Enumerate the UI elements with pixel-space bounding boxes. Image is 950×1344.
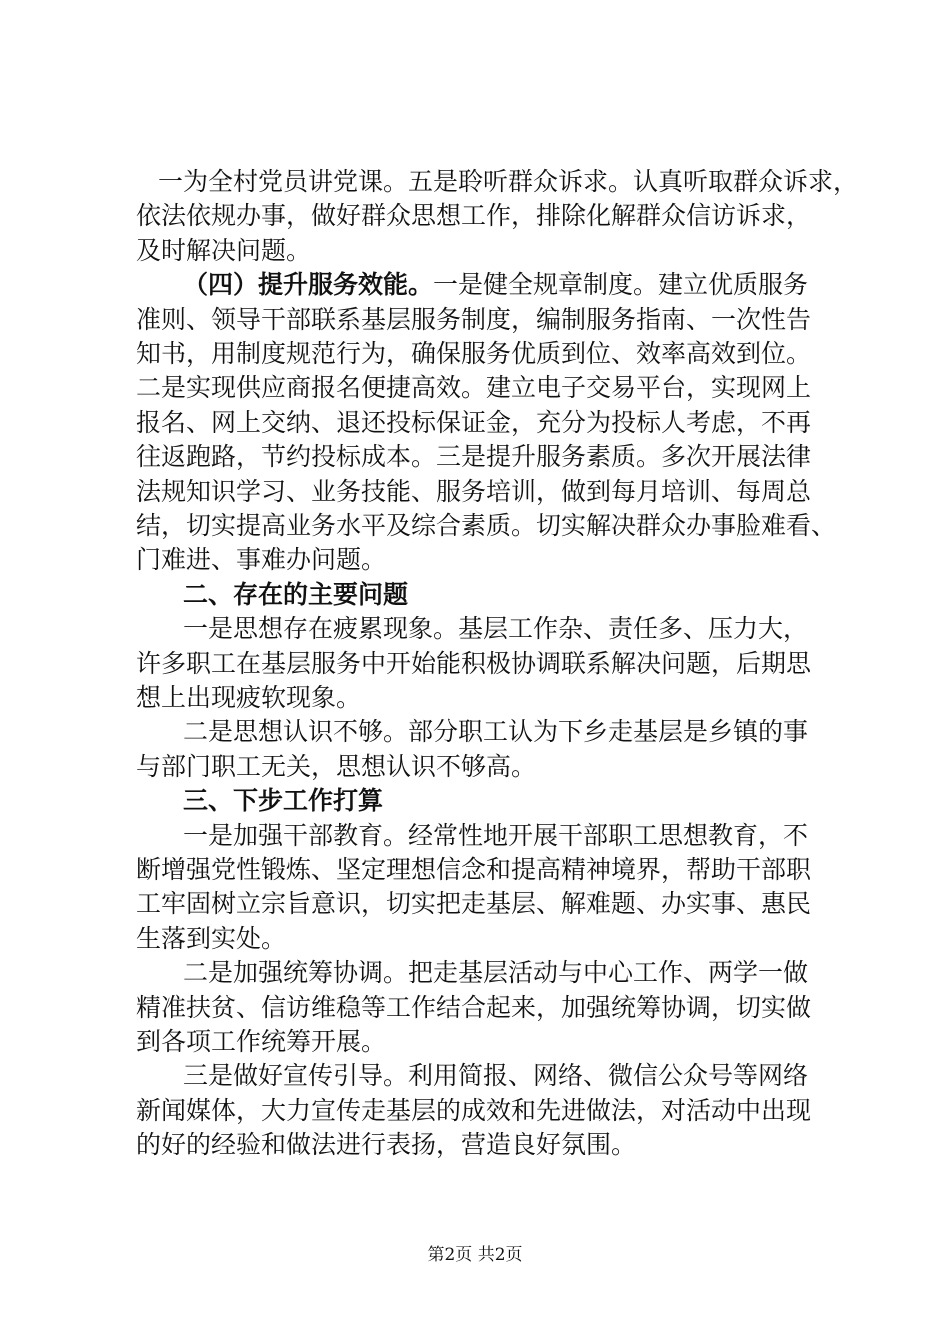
body-text: 三是做好宣传引导。利用简报、网络、微信公众号等网络 xyxy=(183,1061,809,1091)
text-line xyxy=(136,1128,636,1162)
body-text: 结，切实提高业务水平及综合素质。切实解决群众办事脸难看、 xyxy=(136,511,837,540)
body-text: 与部门职工无关，思想认识不够高。 xyxy=(136,751,537,781)
body-text: 及时解决问题。 xyxy=(136,235,312,265)
text-line xyxy=(183,612,808,646)
body-text: 二是实现供应商报名便捷高效。建立电子交易平台，实现网上 xyxy=(136,373,812,403)
text-line xyxy=(136,440,811,474)
body-text: 一是加强干部教育。经常性地开展干部职工思想教育，不 xyxy=(183,820,809,850)
text-line xyxy=(136,1094,811,1128)
text-line xyxy=(136,887,811,921)
body-text: 到各项工作统筹开展。 xyxy=(136,1027,387,1056)
body-text: 新闻媒体，大力宣传走基层的成效和先进做法，对活动中出现 xyxy=(136,1095,812,1125)
text-line xyxy=(136,303,811,337)
body-text: 许多职工在基层服务中开始能积极协调联系解决问题，后期思 xyxy=(136,648,812,678)
text-line xyxy=(136,371,811,405)
text-line xyxy=(136,406,811,440)
text-line xyxy=(136,199,811,233)
page-footer: 第2页 共2页 xyxy=(427,1245,523,1265)
body-text: 准则、领导干部联系基层服务制度，编制服务指南、一次性告 xyxy=(136,304,812,334)
text-line xyxy=(183,578,408,612)
body-text: 生落到实处。 xyxy=(136,923,287,953)
text-line xyxy=(136,750,536,784)
text-line xyxy=(136,509,836,543)
text-line xyxy=(136,853,811,887)
text-line xyxy=(183,268,808,302)
text-line xyxy=(136,234,311,268)
text-line xyxy=(183,819,808,853)
body-text: 想上出现疲软现象。 xyxy=(136,683,362,712)
text-line xyxy=(136,681,361,715)
text-line xyxy=(136,337,811,371)
text-line xyxy=(183,715,808,749)
body-text: 一是思想存在疲累现象。基层工作杂、责任多、压力大， xyxy=(183,614,809,644)
body-text: 一是健全规章制度。建立优质服务 xyxy=(433,270,809,300)
body-text: 工牢固树立宗旨意识，切实把走基层、解难题、办实事、惠民 xyxy=(136,889,812,919)
body-text: 依法依规办事，做好群众思想工作，排除化解群众信访诉求， xyxy=(136,201,812,231)
body-text: 往返跑路，节约投标成本。三是提升服务素质。多次开展法律 xyxy=(136,442,812,472)
body-text: 法规知识学习、业务技能、服务培训，做到每月培训、每周总 xyxy=(136,476,812,506)
bold-heading-text: （四）提升服务效能。 xyxy=(183,270,434,300)
body-text: 一为全村党员讲党课。五是聆听群众诉求。认真听取群众诉求， xyxy=(158,167,859,196)
bold-heading-text: 二、存在的主要问题 xyxy=(183,579,409,609)
text-line xyxy=(183,956,808,990)
text-line xyxy=(136,543,386,577)
text-line xyxy=(136,647,811,681)
body-text: 知书，用制度规范行为，确保服务优质到位、效率高效到位。 xyxy=(136,339,812,368)
text-line xyxy=(183,784,383,818)
text-line xyxy=(136,991,811,1025)
body-text: 精准扶贫、信访维稳等工作结合起来，加强统筹协调，切实做 xyxy=(136,992,812,1022)
text-line xyxy=(136,922,286,956)
text-line xyxy=(183,1059,808,1093)
text-line xyxy=(136,1025,386,1059)
body-text: 报名、网上交纳、退还投标保证金，充分为投标人考虑，不再 xyxy=(136,407,812,437)
bold-heading-text: 三、下步工作打算 xyxy=(183,786,384,816)
body-text: 二是思想认识不够。部分职工认为下乡走基层是乡镇的事 xyxy=(183,717,809,747)
body-text: 二是加强统筹协调。把走基层活动与中心工作、两学一做 xyxy=(183,958,809,988)
text-line xyxy=(158,165,858,199)
text-line xyxy=(136,475,811,509)
body-text: 的好的经验和做法进行表扬，营造良好氛围。 xyxy=(136,1130,637,1160)
body-text: 断增强党性锻炼、坚定理想信念和提高精神境界，帮助干部职 xyxy=(136,855,812,884)
body-text: 门难进、事难办问题。 xyxy=(136,545,387,575)
